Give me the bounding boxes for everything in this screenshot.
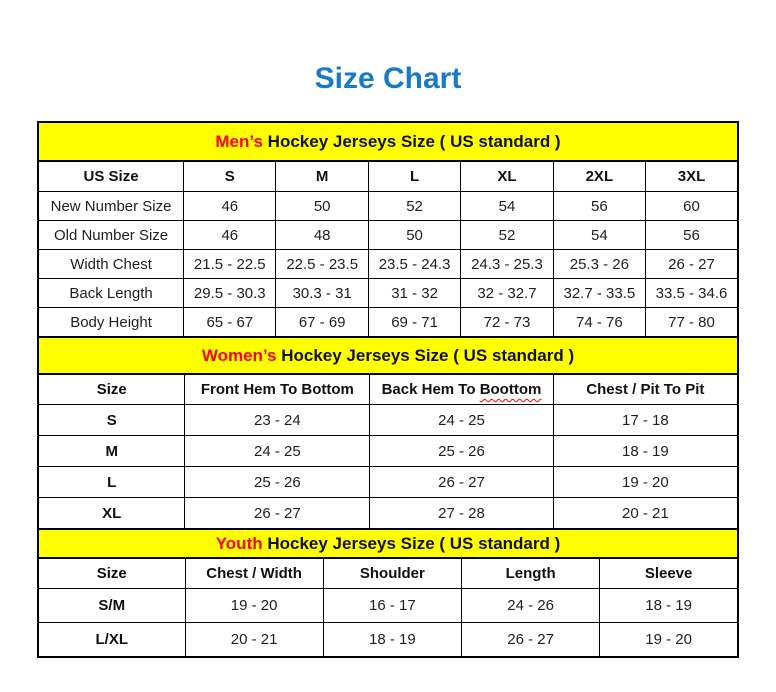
womens-section-banner bbox=[37, 336, 739, 375]
column-header: S bbox=[184, 161, 276, 192]
size-value: 22.5 - 23.5 bbox=[276, 250, 368, 279]
size-value: 54 bbox=[461, 192, 553, 221]
size-value: 60 bbox=[646, 192, 738, 221]
size-value: 30.3 - 31 bbox=[276, 279, 368, 308]
size-value: 26 - 27 bbox=[646, 250, 738, 279]
column-header: Chest / Pit To Pit bbox=[553, 374, 738, 405]
table-header-row bbox=[38, 161, 738, 192]
column-header: XL bbox=[461, 161, 553, 192]
column-header: 3XL bbox=[646, 161, 738, 192]
size-value: 67 - 69 bbox=[276, 308, 368, 338]
size-chart-tables bbox=[37, 121, 739, 658]
womens-banner-text: Hockey Jerseys Size ( US standard ) bbox=[281, 345, 575, 365]
size-value: 74 - 76 bbox=[553, 308, 645, 338]
size-value: 29.5 - 30.3 bbox=[184, 279, 276, 308]
table-row bbox=[38, 498, 738, 530]
size-value: 24.3 - 25.3 bbox=[461, 250, 553, 279]
youth-banner-text: Hockey Jerseys Size ( US standard ) bbox=[267, 533, 561, 553]
row-label: Back Length bbox=[38, 279, 184, 308]
size-value: 50 bbox=[368, 221, 460, 250]
size-value: 23.5 - 24.3 bbox=[368, 250, 460, 279]
youth-section-banner bbox=[37, 528, 739, 559]
size-value: 18 - 19 bbox=[323, 623, 461, 658]
column-header bbox=[370, 374, 553, 405]
table-row bbox=[38, 623, 738, 658]
mens-banner-accent: Men’s bbox=[215, 131, 263, 151]
row-label: Body Height bbox=[38, 308, 184, 338]
table-row bbox=[38, 279, 738, 308]
size-value: 24 - 25 bbox=[185, 436, 370, 467]
column-header: Length bbox=[462, 558, 600, 589]
row-label: S/M bbox=[38, 589, 185, 623]
size-value: 23 - 24 bbox=[185, 405, 370, 436]
mens-section-banner bbox=[37, 121, 739, 162]
size-value: 50 bbox=[276, 192, 368, 221]
size-value: 25 - 26 bbox=[185, 467, 370, 498]
table-header-row bbox=[38, 374, 738, 405]
table-row bbox=[38, 192, 738, 221]
size-value: 48 bbox=[276, 221, 368, 250]
size-value: 72 - 73 bbox=[461, 308, 553, 338]
column-header: L bbox=[368, 161, 460, 192]
size-value: 18 - 19 bbox=[553, 436, 738, 467]
table-row bbox=[38, 436, 738, 467]
size-value: 77 - 80 bbox=[646, 308, 738, 338]
size-value: 17 - 18 bbox=[553, 405, 738, 436]
size-value: 33.5 - 34.6 bbox=[646, 279, 738, 308]
size-value: 69 - 71 bbox=[368, 308, 460, 338]
size-value: 18 - 19 bbox=[600, 589, 738, 623]
size-value: 19 - 20 bbox=[600, 623, 738, 658]
column-header: Size bbox=[38, 374, 185, 405]
column-header: Front Hem To Bottom bbox=[185, 374, 370, 405]
size-value: 27 - 28 bbox=[370, 498, 553, 530]
column-header-text: Back Hem To bbox=[381, 381, 480, 398]
size-value: 32.7 - 33.5 bbox=[553, 279, 645, 308]
row-label: M bbox=[38, 436, 185, 467]
size-value: 24 - 26 bbox=[462, 589, 600, 623]
womens-size-table bbox=[37, 373, 739, 530]
misspelled-word: Boottom bbox=[479, 381, 542, 398]
row-label: L bbox=[38, 467, 185, 498]
table-row bbox=[38, 467, 738, 498]
row-label: S bbox=[38, 405, 185, 436]
size-value: 20 - 21 bbox=[553, 498, 738, 530]
column-header: 2XL bbox=[553, 161, 645, 192]
column-header: Size bbox=[38, 558, 185, 589]
size-value: 46 bbox=[184, 221, 276, 250]
column-header: Shoulder bbox=[323, 558, 461, 589]
size-value: 46 bbox=[184, 192, 276, 221]
youth-size-table bbox=[37, 557, 739, 658]
row-label: New Number Size bbox=[38, 192, 184, 221]
womens-banner-accent: Women’s bbox=[201, 345, 277, 365]
size-value: 24 - 25 bbox=[370, 405, 553, 436]
row-label: XL bbox=[38, 498, 185, 530]
page-title: Size Chart bbox=[314, 62, 462, 95]
size-value: 26 - 27 bbox=[185, 498, 370, 530]
size-value: 54 bbox=[553, 221, 645, 250]
size-value: 52 bbox=[461, 221, 553, 250]
size-value: 26 - 27 bbox=[462, 623, 600, 658]
table-row bbox=[38, 589, 738, 623]
row-label: L/XL bbox=[38, 623, 185, 658]
size-value: 19 - 20 bbox=[185, 589, 323, 623]
row-label: Width Chest bbox=[38, 250, 184, 279]
mens-banner-text: Hockey Jerseys Size ( US standard ) bbox=[267, 131, 561, 151]
table-row bbox=[38, 308, 738, 338]
size-value: 26 - 27 bbox=[370, 467, 553, 498]
table-row bbox=[38, 221, 738, 250]
mens-size-table bbox=[37, 160, 739, 338]
size-value: 25.3 - 26 bbox=[553, 250, 645, 279]
size-value: 19 - 20 bbox=[553, 467, 738, 498]
size-value: 16 - 17 bbox=[323, 589, 461, 623]
size-value: 25 - 26 bbox=[370, 436, 553, 467]
size-value: 52 bbox=[368, 192, 460, 221]
column-header: Sleeve bbox=[600, 558, 738, 589]
table-row bbox=[38, 405, 738, 436]
size-value: 65 - 67 bbox=[184, 308, 276, 338]
youth-banner-accent: Youth bbox=[215, 533, 263, 553]
column-header: M bbox=[276, 161, 368, 192]
size-value: 21.5 - 22.5 bbox=[184, 250, 276, 279]
size-value: 20 - 21 bbox=[185, 623, 323, 658]
size-value: 56 bbox=[646, 221, 738, 250]
size-value: 31 - 32 bbox=[368, 279, 460, 308]
row-label: Old Number Size bbox=[38, 221, 184, 250]
column-header: Chest / Width bbox=[185, 558, 323, 589]
table-header-row bbox=[38, 558, 738, 589]
table-row bbox=[38, 250, 738, 279]
column-header: US Size bbox=[38, 161, 184, 192]
size-value: 56 bbox=[553, 192, 645, 221]
size-value: 32 - 32.7 bbox=[461, 279, 553, 308]
